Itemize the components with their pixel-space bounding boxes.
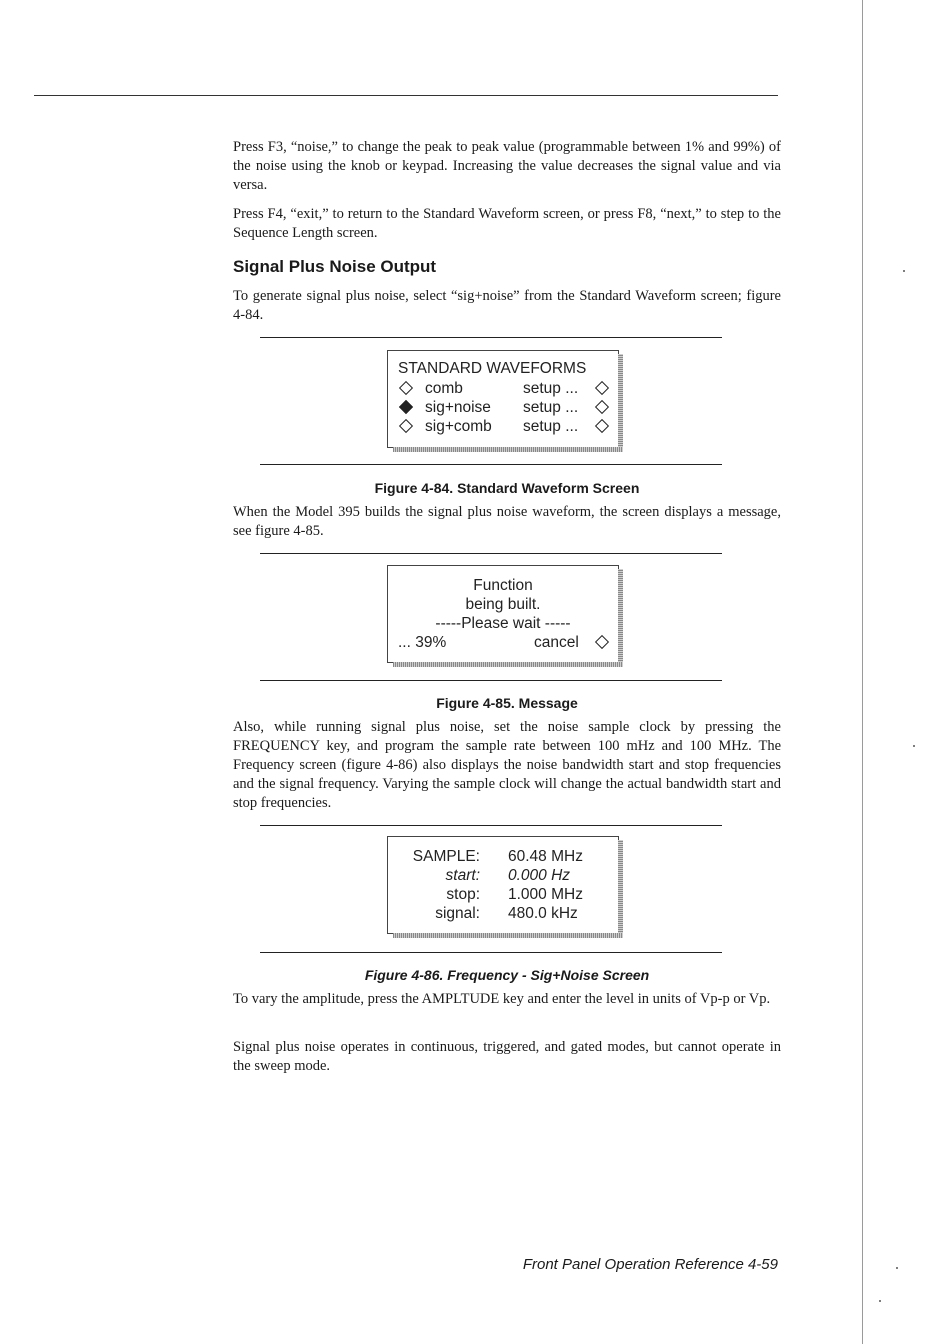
standard-waveforms-screen <box>387 350 619 448</box>
waveform-row-sig-comb <box>398 417 608 436</box>
diamond-outline-icon <box>595 381 609 395</box>
figure-85-top-rule <box>260 553 722 554</box>
progress-value: ... 39% <box>398 634 447 651</box>
diamond-outline-icon <box>595 419 609 433</box>
freq-label: stop: <box>446 886 480 903</box>
frequency-screen <box>387 836 619 934</box>
screen-shadow <box>393 933 623 938</box>
section-heading: Signal Plus Noise Output <box>233 257 437 276</box>
figure-84-caption: Figure 4-84. Standard Waveform Screen <box>374 480 640 496</box>
page-edge-line <box>862 0 863 1344</box>
setup-label: setup ... <box>523 380 579 397</box>
paragraph-noise: Press F3, “noise,” to change the peak to peak value (programmable between 1% and 99%) of the noise using the knob or keypad. Increasing the value decreases the signal value and via versa. <box>233 139 781 193</box>
setup-label: setup ... <box>523 399 579 416</box>
freq-value: 480.0 kHz <box>508 905 578 922</box>
diamond-outline-icon <box>399 419 413 433</box>
message-screen <box>387 565 619 663</box>
screen-shadow <box>393 447 623 452</box>
freq-row-sample <box>398 847 608 866</box>
freq-value: 0.000 Hz <box>508 867 571 884</box>
waveform-name: comb <box>425 380 463 397</box>
progress-row <box>398 633 608 652</box>
freq-row-start <box>398 866 608 885</box>
paragraph-modes: Signal plus noise operates in continuous, triggered, and gated modes, but cannot operate in the sweep mode. <box>233 1039 781 1074</box>
freq-label: signal: <box>435 905 480 922</box>
screen-shadow <box>618 569 623 667</box>
freq-value: 1.000 MHz <box>508 886 583 903</box>
diamond-filled-icon <box>399 400 413 414</box>
setup-label: setup ... <box>523 418 579 435</box>
paragraph-amplitude: To vary the amplitude, press the AMPLTUDE key and enter the level in units of Vp-p or Vp. <box>233 991 771 1007</box>
header-rule <box>34 95 778 96</box>
waveform-row-sig-noise <box>398 398 608 417</box>
figure-86-caption: Figure 4-86. Frequency - Sig+Noise Screen <box>364 967 650 983</box>
paragraph-message: When the Model 395 builds the signal plus noise waveform, the screen displays a message, see figure 4-85. <box>233 504 781 539</box>
scan-speck <box>913 745 915 747</box>
freq-row-signal <box>398 904 608 923</box>
paragraph-generate: To generate signal plus noise, select “sig+noise” from the Standard Waveform screen; figure 4-84. <box>233 288 781 323</box>
figure-85-caption: Figure 4-85. Message <box>436 695 578 711</box>
waveform-row-comb <box>398 379 608 398</box>
screen-shadow <box>618 354 623 452</box>
figure-84-bottom-rule <box>260 464 722 465</box>
screen-shadow <box>393 662 623 667</box>
screen-title: STANDARD WAVEFORMS <box>398 360 587 377</box>
message-line-1: Function <box>473 577 533 594</box>
screen-shadow <box>618 840 623 938</box>
freq-label: start: <box>445 867 480 884</box>
scan-speck <box>903 270 905 272</box>
figure-86-top-rule <box>260 825 722 826</box>
paragraph-exit: Press F4, “exit,” to return to the Standard Waveform screen, or press F8, “next,” to step to the Sequence Length screen. <box>233 206 781 241</box>
figure-85-bottom-rule <box>260 680 722 681</box>
waveform-name: sig+noise <box>425 399 491 416</box>
paragraph-frequency: Also, while running signal plus noise, set the noise sample clock by pressing the FREQUENCY key, and program the sample rate between 100 mHz and 100 MHz. The Frequency screen (figure 4-86) also displays the noise bandwidth start and stop frequencies and the signal frequency. Varying the sample clock will change the actual bandwidth start and stop frequencies. <box>233 719 781 811</box>
freq-label: SAMPLE: <box>412 848 480 865</box>
freq-row-stop <box>398 885 608 904</box>
page-footer: Front Panel Operation Reference 4-59 <box>522 1256 778 1273</box>
scan-speck <box>896 1267 898 1269</box>
cancel-label: cancel <box>534 634 579 651</box>
diamond-outline-icon <box>399 381 413 395</box>
freq-value: 60.48 MHz <box>508 848 583 865</box>
waveform-name: sig+comb <box>425 418 492 435</box>
figure-86-bottom-rule <box>260 952 722 953</box>
message-line-2: being built. <box>465 596 541 613</box>
diamond-outline-icon <box>595 635 609 649</box>
scan-speck <box>879 1300 881 1302</box>
diamond-outline-icon <box>595 400 609 414</box>
figure-84-top-rule <box>260 337 722 338</box>
message-line-3: -----Please wait ----- <box>435 615 571 632</box>
